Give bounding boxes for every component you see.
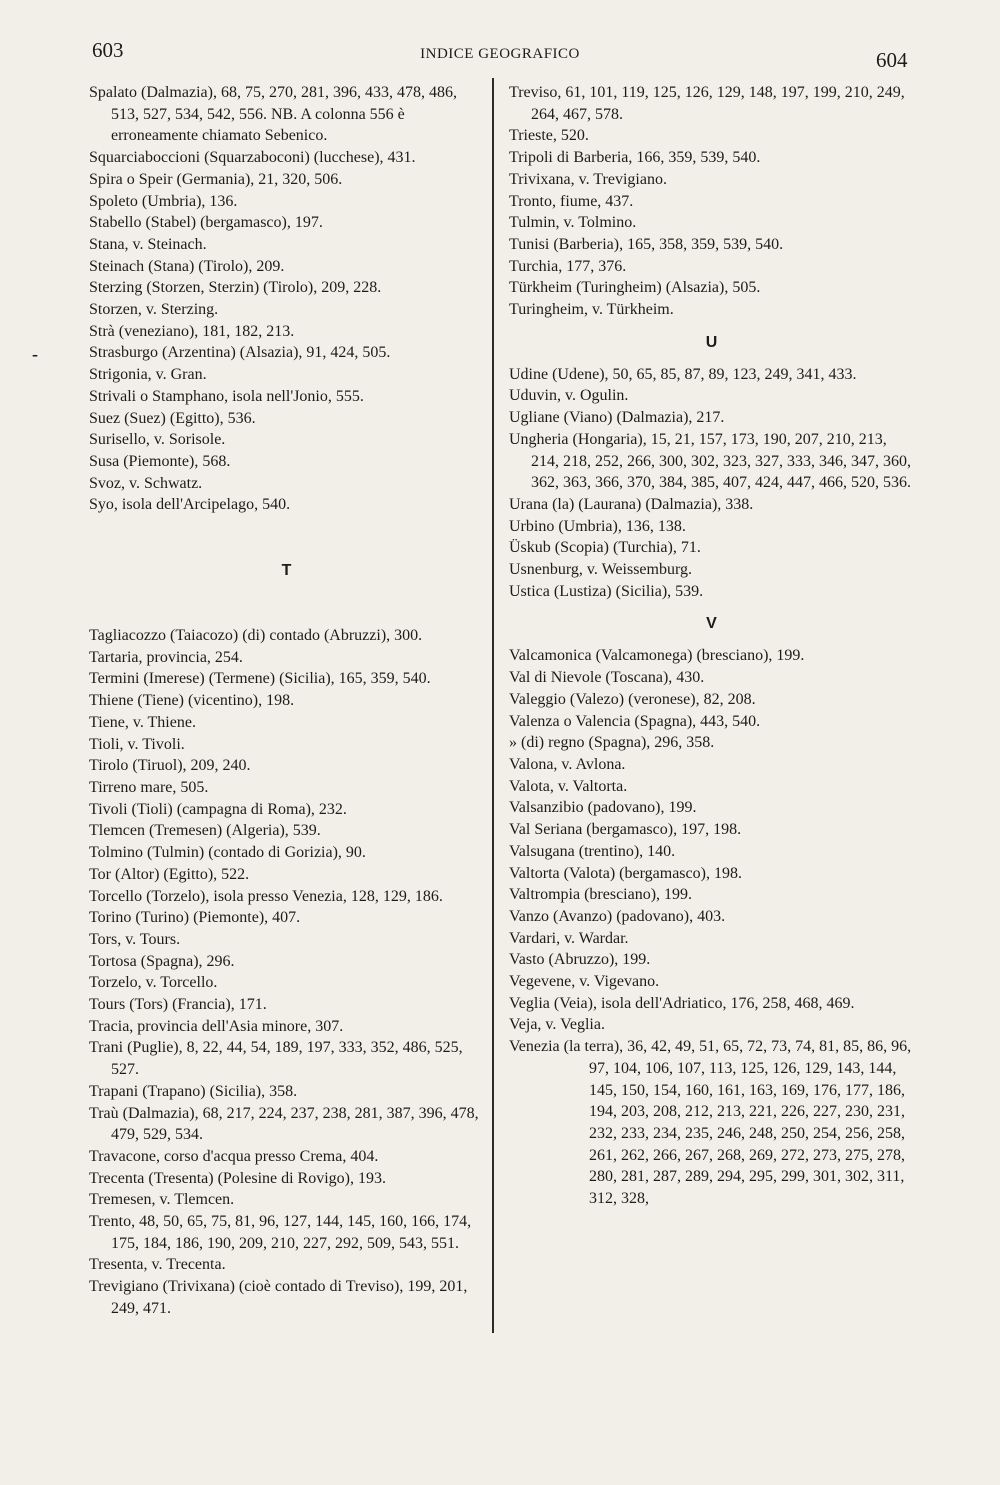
section-v-entries	[509, 645, 914, 1209]
index-entry: Thiene (Tiene) (vicentino), 198.	[89, 692, 295, 710]
index-entry: Spalato (Dalmazia), 68, 75, 270, 281, 396, 433, 478, 486, 513, 527, 534, 542, 556. NB. A colonna 556 è erroneamente chiamato Sebenico.	[89, 84, 461, 145]
index-entry: Valsanzibio (padovano), 199.	[509, 799, 697, 817]
page-number-left: 603	[92, 38, 124, 62]
index-entry: Tirreno mare, 505.	[89, 778, 209, 796]
index-entry: Ugliane (Viano) (Dalmazia), 217.	[509, 409, 725, 427]
index-entry: Trapani (Trapano) (Sicilia), 358.	[89, 1082, 298, 1100]
section-letter-t: T	[281, 562, 292, 580]
index-entry: Strasburgo (Arzentina) (Alsazia), 91, 424, 505.	[89, 344, 391, 362]
index-entry: Vanzo (Avanzo) (padovano), 403.	[509, 907, 726, 925]
index-entry: Tartaria, provincia, 254.	[89, 648, 243, 666]
index-entry: Tulmin, v. Tolmino.	[509, 214, 637, 232]
index-entry: Tivoli (Tioli) (campagna di Roma), 232.	[89, 800, 347, 818]
index-entry: Trani (Puglie), 8, 22, 44, 54, 189, 197, 333, 352, 486, 525, 527.	[89, 1039, 467, 1079]
index-entry: Trivixana, v. Trevigiano.	[509, 170, 667, 188]
index-entry: Valsugana (trentino), 140.	[509, 842, 676, 860]
index-entry: Tracia, provincia dell'Asia minore, 307.	[89, 1017, 344, 1035]
running-title: INDICE GEOGRAFICO	[420, 46, 580, 62]
index-entry: Syo, isola dell'Arcipelago, 540.	[89, 496, 291, 514]
page-number-right: 604	[876, 48, 908, 72]
index-entry: Spira o Speir (Germania), 21, 320, 506.	[89, 170, 343, 188]
index-entry: Torzelo, v. Torcello.	[89, 974, 218, 992]
index-entry: Vasto (Abruzzo), 199.	[509, 951, 651, 969]
index-entry: Veja, v. Veglia.	[509, 1016, 605, 1034]
index-entry: Spoleto (Umbria), 136.	[89, 192, 238, 210]
index-entry: Tor (Altor) (Egitto), 522.	[89, 865, 250, 883]
index-entry: Uduvin, v. Ogulin.	[509, 387, 629, 405]
index-entry: Tolmino (Tulmin) (contado di Gorizia), 90.	[89, 844, 366, 862]
index-entry: Storzen, v. Sterzing.	[89, 301, 219, 319]
index-entry: Vardari, v. Wardar.	[509, 929, 629, 947]
index-entry: Valeggio (Valezo) (veronese), 82, 208.	[509, 690, 756, 708]
index-entry: Squarciaboccioni (Squarzaboconi) (lucchese), 431.	[89, 149, 416, 167]
index-entry: Trento, 48, 50, 65, 75, 81, 96, 127, 144, 145, 160, 166, 174, 175, 184, 186, 190, 209, 210, 227, 292, 509, 543, 551.	[89, 1213, 476, 1252]
index-entry: Valota, v. Valtorta.	[509, 777, 628, 795]
index-entry: Tunisi (Barberia), 165, 358, 359, 539, 540.	[509, 235, 784, 253]
index-entry: Tresenta, v. Trecenta.	[89, 1256, 226, 1274]
section-t-continued-entries	[509, 82, 914, 321]
index-entry: Trieste, 520.	[509, 127, 589, 145]
index-entry: Val di Nievole (Toscana), 430.	[509, 669, 705, 687]
index-entry: Veglia (Veia), isola dell'Adriatico, 176, 258, 468, 469.	[509, 994, 855, 1012]
index-entry: Valtrompia (bresciano), 199.	[509, 886, 693, 904]
index-entry: Tripoli di Barberia, 166, 359, 539, 540.	[509, 149, 761, 167]
index-entry: Tremesen, v. Tlemcen.	[89, 1191, 235, 1209]
index-entry: Trevigiano (Trivixana) (cioè contado di Treviso), 199, 201, 249, 471.	[89, 1278, 472, 1317]
margin-mark: -	[32, 344, 38, 364]
index-entry: Strà (veneziano), 181, 182, 213.	[89, 322, 295, 340]
index-entry: Urana (la) (Laurana) (Dalmazia), 338.	[509, 495, 754, 513]
index-entry: Traù (Dalmazia), 68, 217, 224, 237, 238, 281, 387, 396, 478, 479, 529, 534.	[89, 1104, 483, 1144]
section-s-entries	[89, 82, 484, 516]
index-entry: Valona, v. Avlona.	[509, 755, 626, 773]
index-entry: Tours (Tors) (Francia), 171.	[89, 996, 267, 1014]
index-entry: Valcamonica (Valcamonega) (bresciano), 199.	[509, 647, 805, 665]
index-entry: Val Seriana (bergamasco), 197, 198.	[509, 821, 742, 839]
index-entry: Tlemcen (Tremesen) (Algeria), 539.	[89, 822, 321, 840]
section-letter-v: V	[706, 615, 717, 633]
index-entry: Suez (Suez) (Egitto), 536.	[89, 409, 256, 427]
index-entry: Venezia (la terra), 36, 42, 49, 51, 65, 72, 73, 74, 81, 85, 86, 96, 97, 104, 106, 107, 113, 125, 126, 129, 143, 144, 145, 150, 154, 160, 161, 163, 169, 176, 177, 186, 194, 203, 208, 212, 213, 221, 226, 227, 230, 231, 232, 233, 234, 235, 246, 248, 250, 254, 256, 258, 261, 262, 266, 267, 268, 269, 272, 273, 275, 278, 280, 281, 287, 289, 294, 295, 299, 301, 302, 311, 312, 328,	[509, 1038, 916, 1208]
column-divider	[492, 78, 494, 1333]
index-entry: Susa (Piemonte), 568.	[89, 452, 231, 470]
index-entry: Tronto, fiume, 437.	[509, 192, 634, 210]
index-entry: Strigonia, v. Gran.	[89, 366, 207, 384]
index-entry: Treviso, 61, 101, 119, 125, 126, 129, 148, 197, 199, 210, 249, 264, 467, 578.	[509, 84, 909, 123]
index-entry: Torcello (Torzelo), isola presso Venezia, 128, 129, 186.	[89, 887, 443, 905]
index-entry: Trecenta (Tresenta) (Polesine di Rovigo), 193.	[89, 1169, 386, 1187]
index-entry: Tiene, v. Thiene.	[89, 713, 196, 731]
index-entry: Üskub (Scopia) (Turchia), 71.	[509, 539, 701, 557]
index-entry: Steinach (Stana) (Tirolo), 209.	[89, 257, 285, 275]
index-entry: Ungheria (Hongaria), 15, 21, 157, 173, 190, 207, 210, 213, 214, 218, 252, 266, 300, 302, 323, 327, 333, 346, 347, 360, 362, 363, 366, 370, 384, 385, 407, 424, 447, 466, 520, 536.	[509, 430, 915, 492]
index-entry: Valtorta (Valota) (bergamasco), 198.	[509, 864, 742, 882]
index-entry: Svoz, v. Schwatz.	[89, 474, 203, 492]
index-entry: Vegevene, v. Vigevano.	[509, 973, 660, 991]
section-u-entries	[509, 364, 914, 603]
index-entry: Valenza o Valencia (Spagna), 443, 540.	[509, 712, 761, 730]
index-entry: Stana, v. Steinach.	[89, 235, 207, 253]
index-entry: Sterzing (Storzen, Sterzin) (Tirolo), 209, 228.	[89, 279, 382, 297]
index-entry: Tirolo (Tiruol), 209, 240.	[89, 757, 251, 775]
index-entry: Turchia, 177, 376.	[509, 257, 627, 275]
section-letter-u: U	[705, 333, 718, 351]
left-column	[89, 82, 484, 1320]
index-entry: Torino (Turino) (Piemonte), 407.	[89, 909, 301, 927]
index-entry: Strivali o Stamphano, isola nell'Jonio, 555.	[89, 387, 364, 405]
index-entry: Usnenburg, v. Weissemburg.	[509, 561, 692, 579]
index-entry: Tioli, v. Tivoli.	[89, 735, 185, 753]
index-entry: Stabello (Stabel) (bergamasco), 197.	[89, 214, 323, 232]
index-entry: » (di) regno (Spagna), 296, 358.	[509, 734, 715, 752]
section-t-entries	[89, 625, 484, 1320]
index-entry: Urbino (Umbria), 136, 138.	[509, 517, 686, 535]
index-entry: Travacone, corso d'acqua presso Crema, 404.	[89, 1147, 379, 1165]
right-column	[509, 82, 914, 1210]
index-entry: Turingheim, v. Türkheim.	[509, 301, 674, 319]
index-entry: Udine (Udene), 50, 65, 85, 87, 89, 123, 249, 341, 433.	[509, 365, 857, 383]
index-entry: Ustica (Lustiza) (Sicilia), 539.	[509, 582, 704, 600]
index-entry: Tortosa (Spagna), 296.	[89, 952, 235, 970]
index-entry: Tagliacozzo (Taiacozo) (di) contado (Abruzzi), 300.	[89, 627, 423, 645]
index-entry: Tors, v. Tours.	[89, 930, 181, 948]
index-entry: Surisello, v. Sorisole.	[89, 431, 226, 449]
index-entry: Türkheim (Turingheim) (Alsazia), 505.	[509, 279, 761, 297]
index-entry: Termini (Imerese) (Termene) (Sicilia), 165, 359, 540.	[89, 670, 431, 688]
